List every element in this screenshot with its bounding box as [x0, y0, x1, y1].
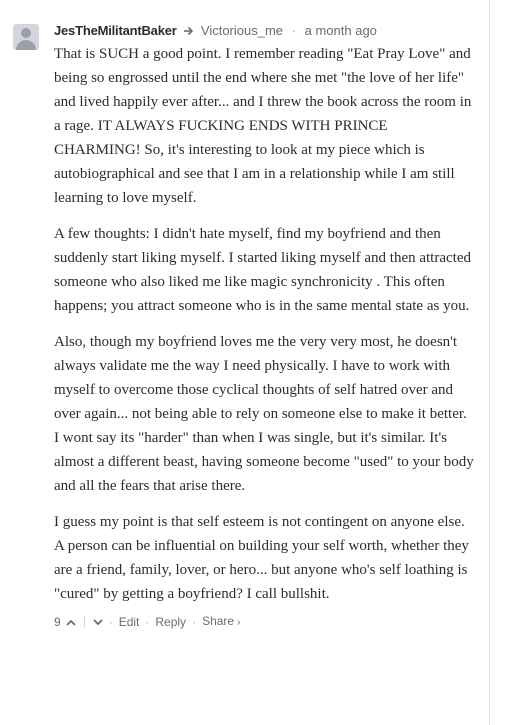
footer-separator: · [108, 615, 113, 629]
share-link[interactable] [202, 613, 240, 631]
footer-separator: · [192, 615, 197, 629]
comment-paragraph: Also, though my boyfriend loves me the very very most, he doesn't always validate me the way I need physically. I have to work with myself to overcome those cyclical thoughts of self hatred over and over again... not being able to rely on someone else to make it better. I wont say its "harder" than when I was single, but it's similar. It's almost a different beast, having someone become "used" to your body and all the fears that arise there. [54, 334, 474, 494]
share-label: Share [202, 614, 235, 628]
comment-body [54, 42, 474, 606]
chevron-down-icon [93, 614, 103, 630]
comment-footer [54, 614, 474, 630]
comment-paragraph: A few thoughts: I didn't hate myself, find my boyfriend and then suddenly start liking myself. I started liking myself and then attracted someone who also liked me like magic synchronicity . This often happens; you attract someone who is in the same mental state as you. [54, 226, 471, 314]
avatar-head-shape [21, 28, 31, 38]
chevron-up-icon [66, 614, 76, 630]
comment-header [54, 22, 474, 40]
timestamp[interactable]: a month ago [304, 23, 377, 38]
avatar[interactable] [13, 24, 39, 50]
reply-arrow-icon [183, 23, 194, 41]
share-chevron-icon: › [237, 617, 241, 628]
vote-divider [84, 616, 85, 628]
edit-link[interactable]: Edit [118, 615, 140, 629]
author-name[interactable]: JesTheMilitantBaker [54, 23, 177, 38]
header-separator: · [291, 23, 296, 38]
comment [54, 22, 474, 630]
scroll-divider [489, 0, 490, 725]
downvote-button[interactable] [93, 614, 103, 630]
comment-paragraph: I guess my point is that self esteem is not contingent on anyone else. A person can be influential on building your self worth, whether they are a friend, family, lover, or hero... but anyone who's self loathing is "cured" by getting a boyfriend? I call bullshit. [54, 514, 469, 602]
reply-link[interactable]: Reply [155, 615, 187, 629]
avatar-body-shape [16, 40, 36, 50]
reply-to-user[interactable]: Victorious_me [200, 23, 284, 38]
footer-separator: · [145, 615, 150, 629]
upvote-button[interactable] [54, 614, 76, 630]
comment-paragraph: That is SUCH a good point. I remember reading "Eat Pray Love" and being so engrossed until the end where she met "the love of her life" and lived happily ever after... and I threw the book across the room in a rage. IT ALWAYS FUCKING ENDS WITH PRINCE CHARMING! So, it's interesting to look at my piece which is autobiographical and see that I am in a relationship while I am still learning to love myself. [54, 46, 472, 206]
upvote-count: 9 [54, 615, 61, 629]
